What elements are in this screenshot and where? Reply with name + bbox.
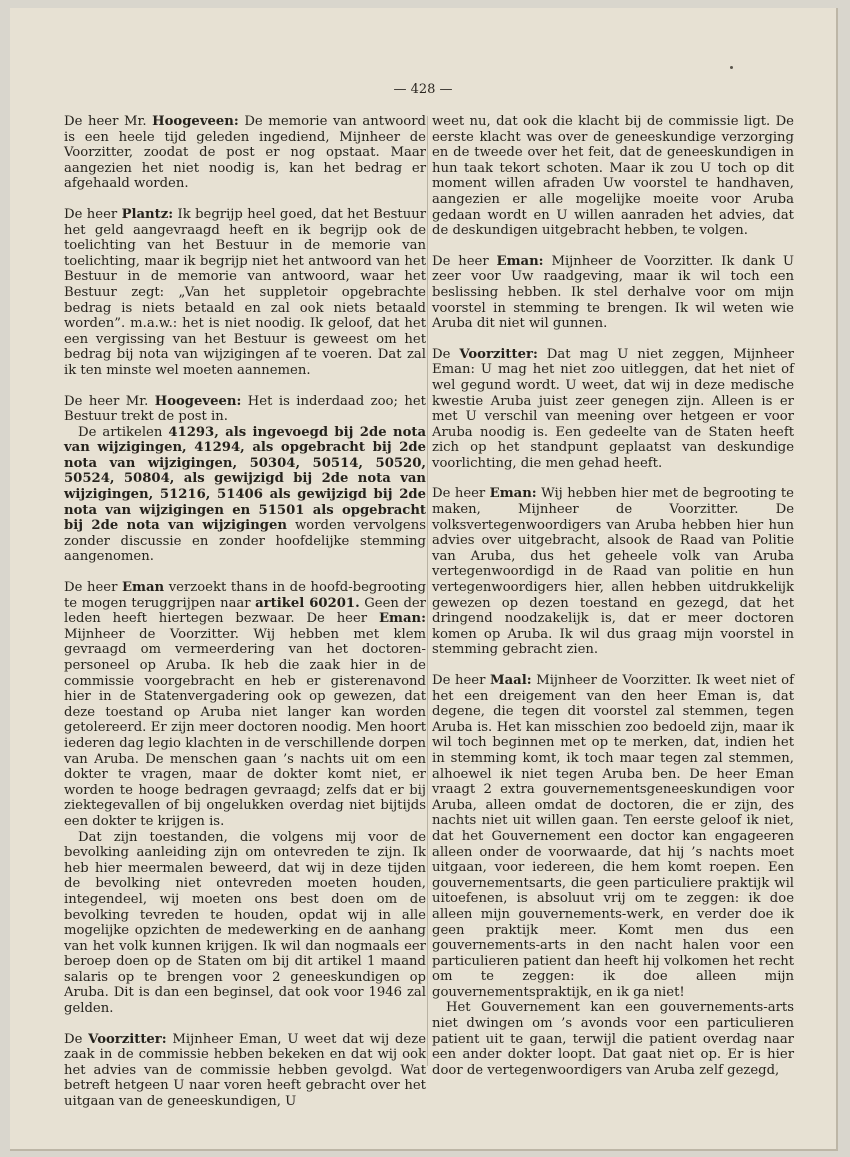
speaker-name: Hoogeveen: [154,393,242,409]
paragraph: De heer Mr. Hoogeveen: De memorie van antwoord is een heele tijd geleden ingediend, Mijnheer de Voorzitter, zoodat de post er nog opstaat. Maar aangezien het niet noodig is, kan het bedrag er afgehaald worden. [64,114,426,192]
document-page [10,8,838,1151]
paragraph: De heer Eman: Mijnheer de Voorzitter. Ik dank U zeer voor Uw raadgeving, maar ik wil toch een beslissing hebben. Ik stel derhalve voor om mijn voorstel in stemming te brengen. Ik wil weten wie Aruba dit niet wil gunnen. [432,253,794,332]
right-column [432,114,794,1078]
speaker-name: Eman: [496,253,544,269]
speaker-name: Eman: [378,611,426,627]
speaker-name: Voorzitter: [459,346,538,362]
paragraph: De heer Mr. Hoogeveen: Het is inderdaad zoo; het Bestuur trekt de post in. [64,393,426,425]
paragraph: De heer Maal: Mijnheer de Voorzitter. Ik weet niet of het een dreigement van den heer Eman is, dat degene, die tegen dit voorstel zal stemmen, tegen Aruba is. Het kan misschien zoo bedoeld zijn, maar ik wil toch beginnen met op te merken, dat, indien het in stemming komt, ik toch maar tegen zal stemmen, alhoewel ik niet tegen Aruba ben. De heer Eman vraagt 2 extra gouvernementsgeneeskundigen voor Aruba, alleen omdat de doctoren, die er zijn, des nachts niet uit willen gaan. Ten eerste geloof ik niet, dat het Gouvernement een doctor kan engageeren alleen onder de voorwaarde, dat hij ’s nachts moet uitgaan, voor iedereen, die hem komt roepen. Een gouvernementsarts, die geen particuliere praktijk wil uitoefenen, is absoluut vrij om te zeggen: ik doe alleen mijn gouvernements-werk, en verder doe ik geen praktijk meer. Komt men dus een gouvernements-arts in den nacht halen voor een particulieren patient dan heeft hij volkomen het recht om te zeggen: ik doe alleen mijn gouvernementspraktijk, en ik ga niet! [432,673,794,1000]
speaker-name: Voorzitter: [88,1031,167,1047]
speaker-name: Plantz: [121,206,174,222]
article-list: 41293, als ingevoegd bij 2de nota van wijzigingen, 41294, als opgebracht bij 2de nota van wijzigingen, 50304, 50514, 50520, 50524, 50804, als gewijzigd bij 2de nota van wijzigingen, 51216, 51406 als gewijzigd bij 2de nota van wijzigingen en 51501 als opgebracht bij 2de nota van wijzigingen [64,424,426,534]
article-ref: artikel 60201. [255,595,360,611]
speaker-name: Eman [121,580,165,596]
paragraph: weet nu, dat ook die klacht bij de commissie ligt. De eerste klacht was over de geneeskundige verzorging en de tweede over het feit, dat de geneeskundigen in hun taak tekort schoten. Maar ik zou U toch op dit moment willen afraden Uw voorstel te handhaven, aangezien er alle mogelijke moeite voor Aruba gedaan wordt en U willen aanraden het advies, dat de deskundigen uitgebracht hebben, te volgen. [432,114,794,239]
paragraph: De heer Plantz: Ik begrijp heel goed, dat het Bestuur het geld aangevraagd heeft en ik begrijp ook de toelichting van het Bestuur in de memorie van toelichting, maar ik begrijp niet het antwoord van het Bestuur in de memorie van antwoord, waar het Bestuur zegt: „Van het suppletoir opgebrachte bedrag is niets betaald en zal ook niets betaald worden”. m.a.w.: het is niet noodig. Ik geloof, dat het een vergissing van het Bestuur is geweest om het bedrag bij nota van wijzigingen af te voeren. Dat zal ik ten minste wel moeten aannemen. [64,206,426,378]
left-column [64,114,426,1110]
paragraph: De heer Eman: Wij hebben hier met de begrooting te maken, Mijnheer de Voorzitter. De volksvertegenwoordigers van Aruba hebben hier hun advies over uitgebracht, alsook de Raad van Politie van Aruba, dus het geheele volk van Aruba vertegenwoordigd in de Raad van politie en hun vertegenwoordigers hier, allen hebben uitdrukkelijk gewezen op dezen toestand en gezegd, dat het dringend noodzakelijk is, dat er meer doctoren komen op Aruba. Ik wil dus graag mijn voorstel in stemming gebracht zien. [432,486,794,658]
speaker-name: Maal: [490,673,532,688]
paragraph: De Voorzitter: Mijnheer Eman, U weet dat wij deze zaak in de commissie hebben bekeken en dat wij ook het advies van de commissie hebben gevolgd. Wat betreft hetgeen U naar voren heeft gebracht over het uitgaan van de geneeskundigen, U [64,1031,426,1110]
paragraph: De Voorzitter: Dat mag U niet zeggen, Mijnheer Eman: U mag het niet zoo uitleggen, dat het niet of wel gegund wordt. U weet, dat wij in deze medische kwestie Aruba juist zeer genegen zijn. Alleen is er met U verschil van meening over hetgeen er voor Aruba noodig is. Een gedeelte van de Staten heeft zich op het standpunt geplaatst van deskundige voorlichting, die men gehad heeft. [432,346,794,471]
paragraph: Dat zijn toestanden, die volgens mij voor de bevolking aanleiding zijn om ontevreden te zijn. Ik heb hier meermalen beweerd, dat wij in deze tijden de bevolking niet ontevreden moeten houden, integendeel, wij moeten ons best doen om de bevolking tevreden te houden, opdat wij in alle mogelijke opzichten de medewerking en de aanhang van het volk kunnen krijgen. Ik wil dan nogmaals eer beroep doen op de Staten om bij dit artikel 1 maand salaris op te brengen voor 2 geneeskundigen op Aruba. Dit is dan een beginsel, dat ook voor 1946 zal gelden. [64,829,426,1017]
paragraph: Het Gouvernement kan een gouvernements-arts niet dwingen om ’s avonds voor een particulieren patient uit te gaan, terwijl die patient overdag naar een ander dokter loopt. Dat gaat niet op. Er is hier door de vertegenwoordigers van Aruba zelf gezegd, [432,1000,794,1078]
speaker-name: Eman: [489,486,537,502]
page-number: — 428 — [393,82,453,97]
speck-mark [730,66,733,69]
paragraph: De artikelen 41293, als ingevoegd bij 2de nota van wijzigingen, 41294, als opgebracht bij 2de nota van wijzigingen, 50304, 50514, 50520, 50524, 50804, als gewijzigd bij 2de nota van wijzigingen, 51216, 51406 als gewijzigd bij 2de nota van wijzigingen en 51501 als opgebracht bij 2de nota van wijzigingen worden vervolgens zonder discussie en zonder hoofdelijke stemming aangenomen. [64,424,426,565]
column-divider [427,116,428,1066]
paragraph: De heer Eman verzoekt thans in de hoofd-begrooting te mogen teruggrijpen naar artikel 60201. Geen der leden heeft hiertegen bezwaar. De heer Eman: Mijnheer de Voorzitter. Wij hebben met klem gevraagd om vermeerdering van het doctoren-personeel op Aruba. Ik heb die zaak hier in de commissie voorgebracht en heb er gisterenavond hier in de Statenvergadering ook op gewezen, dat deze toestand op Aruba niet langer kan worden getolereerd. Er zijn meer doctoren noodig. Men hoort iederen dag legio klachten in de verschillende dorpen van Aruba. De menschen gaan ’s nachts uit om een dokter te vragen, maar de dokter komt niet, er worden te hooge bedragen gevraagd; zelfs dat er bij ziektegevallen of bij ongelukken overdag niet bijtijds een dokter te krijgen is. [64,580,426,829]
speaker-name: Hoogeveen: [152,114,239,129]
